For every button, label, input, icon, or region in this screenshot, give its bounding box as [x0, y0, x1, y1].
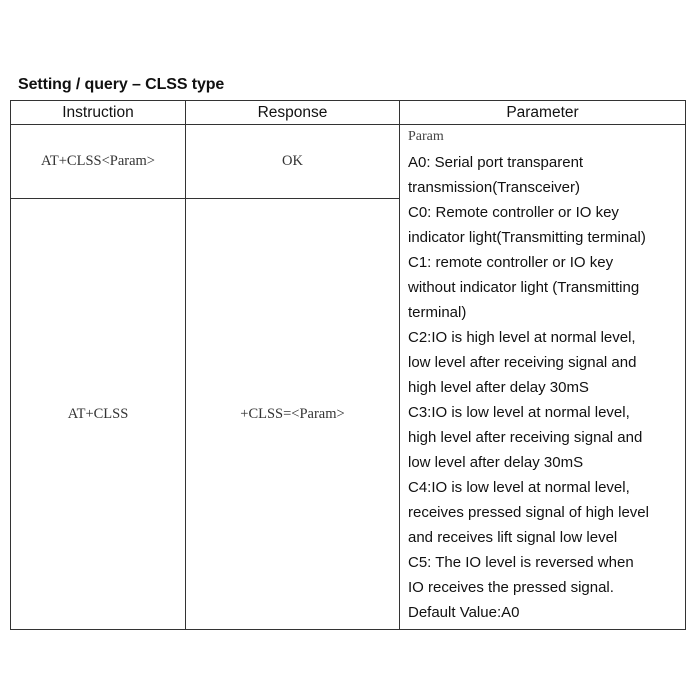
instruction-query-cell: AT+CLSS — [11, 199, 186, 630]
param-line: receives pressed signal of high level — [408, 504, 649, 521]
param-line: low level after receiving signal and — [408, 354, 637, 371]
section-title: Setting / query – CLSS type — [18, 76, 225, 93]
param-line: indicator light(Transmitting terminal) — [408, 229, 646, 246]
response-set-cell: OK — [186, 125, 400, 199]
param-label: Param — [408, 129, 444, 144]
param-line: transmission(Transceiver) — [408, 179, 580, 196]
instruction-set-cell: AT+CLSS<Param> — [11, 125, 186, 199]
header-instruction: Instruction — [11, 101, 186, 125]
param-line: IO receives the pressed signal. — [408, 579, 614, 596]
table-header-row — [11, 101, 686, 125]
table-row-set — [11, 125, 686, 199]
param-line: C5: The IO level is reversed when — [408, 554, 634, 571]
param-line: without indicator light (Transmitting — [408, 279, 640, 296]
param-line: and receives lift signal low level — [408, 529, 618, 546]
param-line: C3:IO is low level at normal level, — [408, 404, 630, 421]
param-line: C2:IO is high level at normal level, — [408, 329, 636, 346]
clss-command-table — [10, 100, 686, 630]
param-line: C0: Remote controller or IO key — [408, 204, 619, 221]
header-response: Response — [186, 101, 400, 125]
param-line: C1: remote controller or IO key — [408, 254, 614, 271]
param-line: C4:IO is low level at normal level, — [408, 479, 630, 496]
header-parameter: Parameter — [400, 101, 686, 125]
param-line: high level after delay 30mS — [408, 379, 589, 396]
param-line: A0: Serial port transparent — [408, 154, 584, 171]
parameter-cell — [400, 125, 686, 630]
param-line: low level after delay 30mS — [408, 454, 584, 471]
response-query-cell: +CLSS=<Param> — [186, 199, 400, 630]
param-line: high level after receiving signal and — [408, 429, 643, 446]
param-line: terminal) — [408, 304, 467, 321]
default-value-line: Default Value:A0 — [408, 604, 520, 621]
